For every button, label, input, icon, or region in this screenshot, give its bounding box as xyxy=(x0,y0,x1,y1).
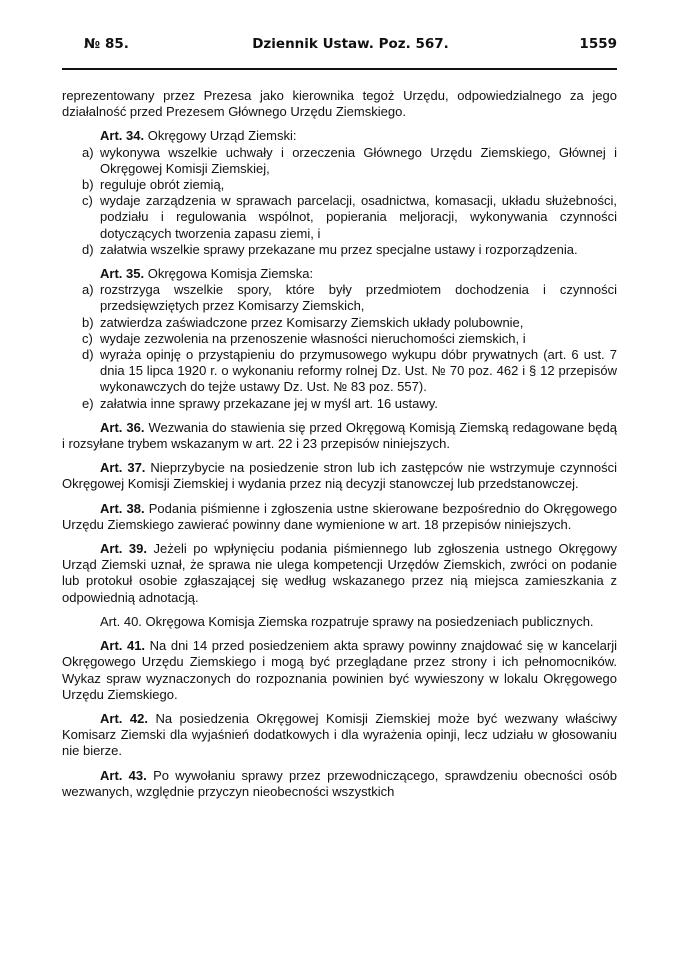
item-marker: b) xyxy=(82,314,94,330)
article-label: Art. 43. xyxy=(100,767,147,783)
item-marker: d) xyxy=(82,347,94,363)
article-42 xyxy=(62,711,617,760)
article-title: Okręgowy Urząd Ziemski: xyxy=(147,128,297,144)
intro-paragraph: reprezentowany przez Prezesa jako kierownika tegoż Urzędu, odpowiedzialnego za jego działalność przed Prezesem Głównego Urzędu Ziemskiego. xyxy=(62,88,617,120)
item-marker: b) xyxy=(82,177,94,193)
article-43 xyxy=(62,768,617,800)
item-marker: a) xyxy=(82,144,94,160)
list-item xyxy=(62,347,617,396)
article-41 xyxy=(62,638,617,703)
article-text: Na posiedzenia Okręgowej Komisji Ziemskiej może być wezwany właściwy Komisarz Ziemski dla wyjaśnień dodatkowych i dla wyrażenia opinji, lecz udziału w głosowaniu nie bierze. xyxy=(62,710,617,759)
article-title: Okręgowa Komisja Ziemska: xyxy=(147,266,314,282)
item-marker: c) xyxy=(82,193,93,209)
article-39 xyxy=(62,541,617,606)
item-marker: d) xyxy=(82,241,94,257)
list-item xyxy=(62,177,617,193)
article-label: Art. 37. xyxy=(100,460,146,476)
article-text: Na dni 14 przed posiedzeniem akta sprawy powinny znajdować się w kancelarji Okręgowego Urzędu Ziemskiego i mogą być przeglądane przez strony i ich pełnomocników. Wykaz spraw wyznaczonych do rozpoznania powinien być wywieszony w lokalu Okręgowego Urzędu Ziemskiego. xyxy=(62,638,617,702)
list-item xyxy=(62,396,617,412)
article-label: Art. 34. xyxy=(100,128,145,144)
item-marker: a) xyxy=(82,282,94,298)
article-text: Wezwania do stawienia się przed Okręgową Komisją Ziemską redagowane będą i rozsyłane trybem wskazanym w art. 22 i 23 przepisów niniejszych. xyxy=(62,419,617,452)
article-label: Art. 41. xyxy=(100,638,146,654)
article-35-heading xyxy=(62,266,617,282)
item-text: zatwierdza zaświadczone przez Komisarzy Ziemskich układy polubownie, xyxy=(100,314,524,330)
list-item xyxy=(62,315,617,331)
item-text: załatwia wszelkie sprawy przekazane mu przez specjalne ustawy i rozporządzenia. xyxy=(100,241,578,257)
item-text: wyraża opinję o przystąpieniu do przymusowego wykupu dóbr prywatnych (art. 6 ust. 7 dnia 15 lipca 1920 r. o wykonaniu reformy rolnej Dz. Ust. № 70 poz. 462 i § 12 przepisów wykonawczych do tejże ustawy Dz. Ust. № 83 poz. 557). xyxy=(100,347,617,395)
article-text: Jeżeli po wpłynięciu podania piśmiennego lub zgłoszenia ustnego Okręgowy Urząd Ziemski uznał, że sprawa nie ulega kompetencji Urzędów Ziemskich, zwróci on podanie lub protokuł osobie zgłaszającej się według wskazanego przez nią miejsca zamieszkania z odpowiednią adnotacją. xyxy=(62,541,617,605)
article-label: Art. 42. xyxy=(100,710,148,726)
item-text: wydaje zarządzenia w sprawach parcelacji, osadnictwa, komasacji, układu służebności, podziału i regulowania wspólnot, popierania meljoracji, wykonywania czynności dotyczących tworzenia zapasu ziemi, i xyxy=(100,193,617,241)
document-body xyxy=(62,88,617,800)
list-item xyxy=(62,145,617,177)
issue-number: № 85. xyxy=(84,36,129,52)
list-item xyxy=(62,282,617,314)
article-label: Art. 40. xyxy=(100,613,142,629)
article-36 xyxy=(62,420,617,452)
article-text: Nieprzybycie na posiedzenie stron lub ich zastępców nie wstrzymuje czynności Okręgowej Komisji Ziemskiej i wydania przez nią decyzji stanowczej lub przedstanowczej. xyxy=(62,460,617,492)
list-item xyxy=(62,331,617,347)
header-rule xyxy=(62,68,617,70)
page-number: 1559 xyxy=(579,36,617,52)
article-text: Po wywołaniu sprawy przez przewodniczącego, sprawdzeniu obecności osób wezwanych, względnie przyczyn nieobecności wszystkich xyxy=(62,767,618,799)
article-label: Art. 39. xyxy=(100,541,147,557)
list-item xyxy=(62,242,617,258)
article-text: Okręgowa Komisja Ziemska rozpatruje sprawy na posiedzeniach publicznych. xyxy=(145,613,594,629)
item-text: załatwia inne sprawy przekazane jej w myśl art. 16 ustawy. xyxy=(100,395,438,411)
article-38 xyxy=(62,501,617,533)
article-37 xyxy=(62,460,617,492)
article-label: Art. 35. xyxy=(100,266,145,282)
article-label: Art. 36. xyxy=(100,419,145,435)
page-header xyxy=(84,36,617,56)
item-text: wykonywa wszelkie uchwały i orzeczenia Głównego Urzędu Ziemskiego, Głównej i Okręgowej Komisji Ziemskiej, xyxy=(100,144,617,176)
item-text: wydaje zezwolenia na przenoszenie własności nieruchomości ziemskich, i xyxy=(100,330,526,346)
item-marker: e) xyxy=(82,395,94,411)
article-34-heading xyxy=(62,128,617,144)
item-text: rozstrzyga wszelkie spory, które były przedmiotem dochodzenia i czynności przedsięwziętych przez Komisarzy Ziemskich, xyxy=(100,282,617,314)
item-text: reguluje obrót ziemią, xyxy=(100,177,225,193)
list-item xyxy=(62,193,617,242)
article-text: Podania piśmienne i zgłoszenia ustne skierowane bezpośrednio do Okręgowego Urzędu Ziemskiego zawierać powinny dane wymienione w art. 18 przepisów niniejszych. xyxy=(62,500,617,532)
item-marker: c) xyxy=(82,330,93,346)
article-label: Art. 38. xyxy=(100,500,145,516)
article-40 xyxy=(62,614,617,630)
journal-title: Dziennik Ustaw. Poz. 567. xyxy=(252,36,449,52)
